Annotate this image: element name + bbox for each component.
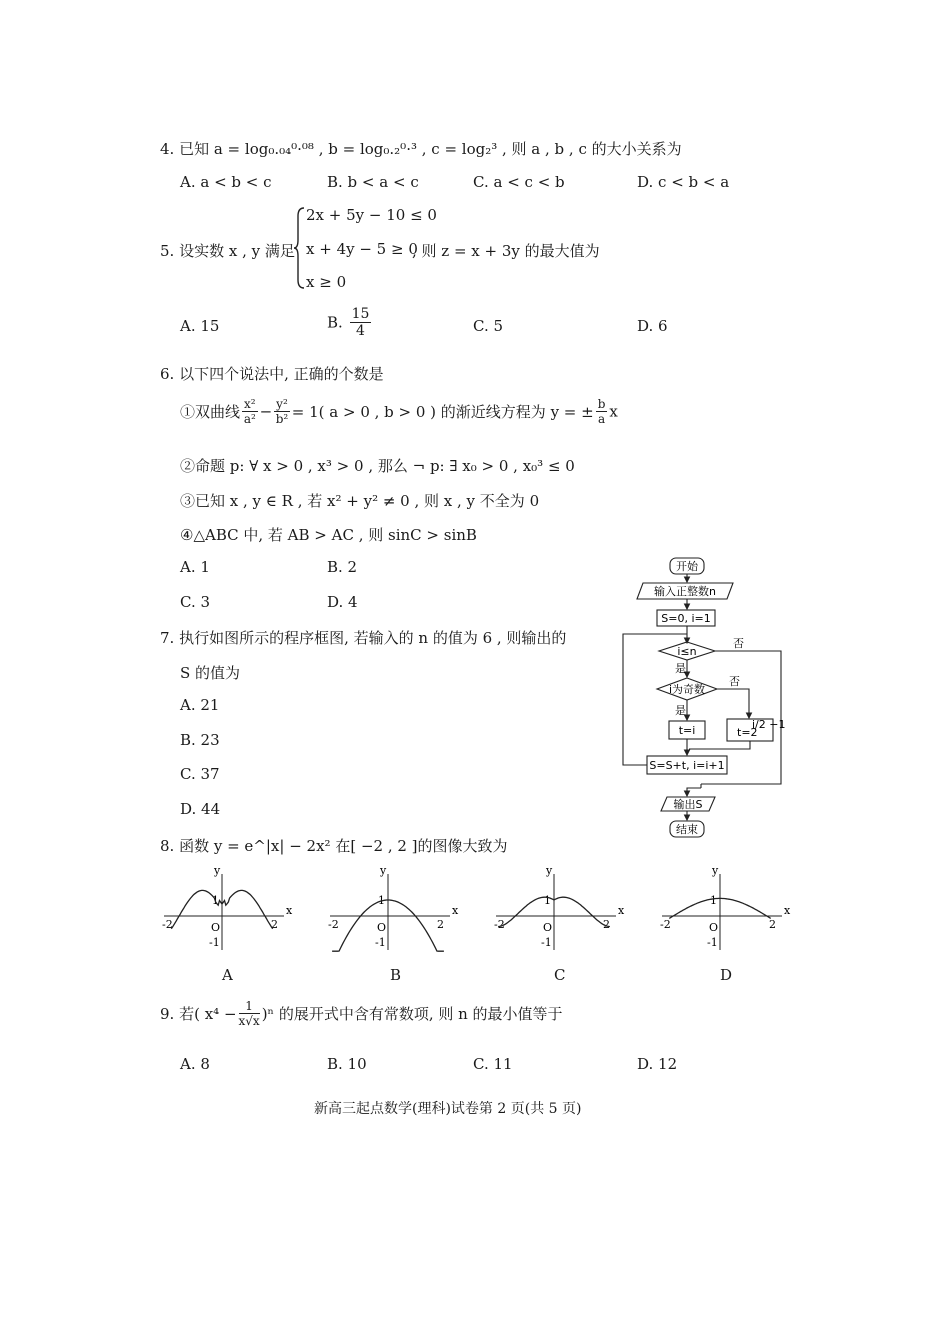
q9-frac-num: 1 [239,1000,260,1014]
q6-option-c: C. 3 [180,593,211,611]
graph-d-y-label: y [712,864,719,877]
graph-d-origin: O [709,921,719,934]
q6-statement-2: ②命题 p: ∀ x > 0 , x³ > 0 , 那么 ¬ p: ∃ x₀ > 0 , x₀³ ≤ 0 [180,457,575,475]
flowchart-no-1: 否 [733,637,744,650]
q6-s1-mid: = 1( a > 0 , b > 0 ) 的渐近线方程为 y = ± [291,403,594,421]
q7-option-c: C. 37 [180,765,220,783]
graph-c-x-label: x [618,904,625,917]
q9-option-c: C. 11 [473,1055,513,1073]
q9-option-a: A. 8 [180,1055,210,1073]
graph-d-tick-2: 2 [769,918,776,931]
flowchart-init-label: S=0, i=1 [661,612,711,625]
q9-stem-pre: 9. 若( x⁴ − [160,1005,237,1023]
q7-option-a: A. 21 [180,696,220,714]
q6-s1-frac3-num: b [597,397,606,411]
q5-option-a: A. 15 [180,317,220,335]
flowchart-assign-even-label: t=2 [737,726,758,739]
flowchart-no-2: 否 [729,675,740,688]
q9-stem-post: )ⁿ 的展开式中含有常数项, 则 n 的最小值等于 [261,1005,563,1023]
q5-suffix: , 则 z = x + 3y 的最大值为 [412,242,600,260]
q6-s1-frac2-den: b² [275,412,289,426]
q5-option-b-num: 15 [351,306,370,322]
flowchart-end-label: 结束 [676,823,698,836]
flowchart-input-label: 输入正整数n [654,585,716,598]
q6-stem: 6. 以下四个说法中, 正确的个数是 [160,365,384,383]
flowchart-start-label: 开始 [676,560,698,573]
q6-statement-3: ③已知 x , y ∈ R , 若 x² + y² ≠ 0 , 则 x , y 不全为 0 [180,492,540,510]
q5-option-d: D. 6 [637,317,668,335]
graph-c-origin: O [543,921,553,934]
graph-b-x-label: x [452,904,459,917]
graph-c-y-label: y [546,864,553,877]
q6-s1-frac2 [274,398,290,425]
graph-a-tick-neg2: -2 [162,918,173,931]
graph-d-tick-neg1: -1 [707,936,718,949]
q4-stem: 4. 已知 a = log₀.₀₄⁰·⁰⁸ , b = log₀.₂⁰·³ , c = log₂³ , 则 a , b , c 的大小关系为 [160,140,682,158]
q4-option-c: C. a < c < b [473,173,565,191]
q9-fraction [239,1000,260,1027]
flowchart [615,552,795,842]
graph-a-tick-1: 1 [212,894,219,907]
graph-c-tick-neg1: -1 [541,936,552,949]
q8-stem: 8. 函数 y = e^|x| − 2x² 在[ −2 , 2 ]的图像大致为 [160,837,508,855]
q6-option-b: B. 2 [327,558,358,576]
graph-a-origin: O [211,921,221,934]
q6-option-a: A. 1 [180,558,210,576]
graph-c-tick-neg2: -2 [494,918,505,931]
graph-b-tick-1: 1 [378,894,385,907]
q6-s1-frac2-num: y² [276,397,288,411]
graph-c-tick-1: 1 [544,894,551,907]
q6-s1-frac1-den: a² [243,412,256,426]
q8-graphs [160,862,800,988]
q8-label-c: C [554,966,566,984]
q9-frac-den: x√x [238,1014,260,1028]
graph-b-tick-neg1: -1 [375,936,386,949]
graph-d-x-label: x [784,904,791,917]
flowchart-update-label: S=S+t, i=i+1 [649,759,725,772]
q7-stem-line-1: 7. 执行如图所示的程序框图, 若输入的 n 的值为 6 , 则输出的 [160,629,567,647]
q5-option-b-label: B. [327,313,343,332]
q5-option-b [327,307,373,338]
graph-b-y-label: y [380,864,387,877]
q6-s1-frac1 [242,398,258,425]
graph-b-origin: O [377,921,387,934]
q5-constraint-3: x ≥ 0 [306,273,347,291]
q6-s1-frac3-den: a [597,412,606,426]
q6-s1-pre: ①双曲线 [180,403,241,421]
q4-option-b: B. b < a < c [327,173,419,191]
q5-brace [294,206,306,290]
q5-constraint-2: x + 4y − 5 ≥ 0 [306,240,418,258]
q7-stem-line-2: S 的值为 [180,664,241,682]
q6-s1-minus: − [259,402,273,421]
graph-a-y-label: y [214,864,221,877]
q5-option-c: C. 5 [473,317,504,335]
flowchart-yes-2: 是 [675,704,686,717]
graph-b-tick-2: 2 [437,918,444,931]
flowchart-output-label: 输出S [673,798,703,811]
q9-stem [160,1000,563,1027]
q7-option-b: B. 23 [180,731,220,749]
flowchart-cond2-label: i为奇数 [668,683,706,696]
q4-option-d: D. c < b < a [637,173,730,191]
q7-option-d: D. 44 [180,800,221,818]
q6-option-d: D. 4 [327,593,358,611]
q8-label-d: D [720,966,733,984]
graph-b-tick-neg2: -2 [328,918,339,931]
graph-a-tick-neg1: -1 [209,936,220,949]
graph-c-tick-2: 2 [603,918,610,931]
q8-label-a: A [222,966,233,984]
graph-d-tick-1: 1 [710,894,717,907]
page-footer: 新高三起点数学(理科)试卷第 2 页(共 5 页) [314,1101,582,1117]
q5-constraint-1: 2x + 5y − 10 ≤ 0 [306,206,437,224]
flowchart-assign-odd-label: t=i [678,724,696,737]
q9-option-b: B. 10 [327,1055,367,1073]
flowchart-cond1-label: i≤n [677,645,697,658]
q8-label-b: B [390,966,402,984]
q6-statement-4: ④△ABC 中, 若 AB > AC , 则 sinC > sinB [180,526,477,544]
q9-option-d: D. 12 [637,1055,678,1073]
graph-a-tick-2: 2 [271,918,278,931]
graph-a-x-label: x [286,904,293,917]
graph-d-tick-neg2: -2 [660,918,671,931]
q5-prefix: 5. 设实数 x , y 满足 [160,242,295,260]
flowchart-yes-1: 是 [675,662,686,675]
q4-option-a: A. a < b < c [180,173,272,191]
q6-s1-frac1-num: x² [244,397,256,411]
flowchart-assign-even-exponent: i/2 −1 [752,718,786,731]
q6-statement-1 [180,398,618,425]
q5-option-b-den: 4 [356,323,365,339]
q6-s1-frac3 [596,398,608,425]
q6-s1-end: x [609,402,618,421]
q5-option-b-fraction [350,307,372,338]
